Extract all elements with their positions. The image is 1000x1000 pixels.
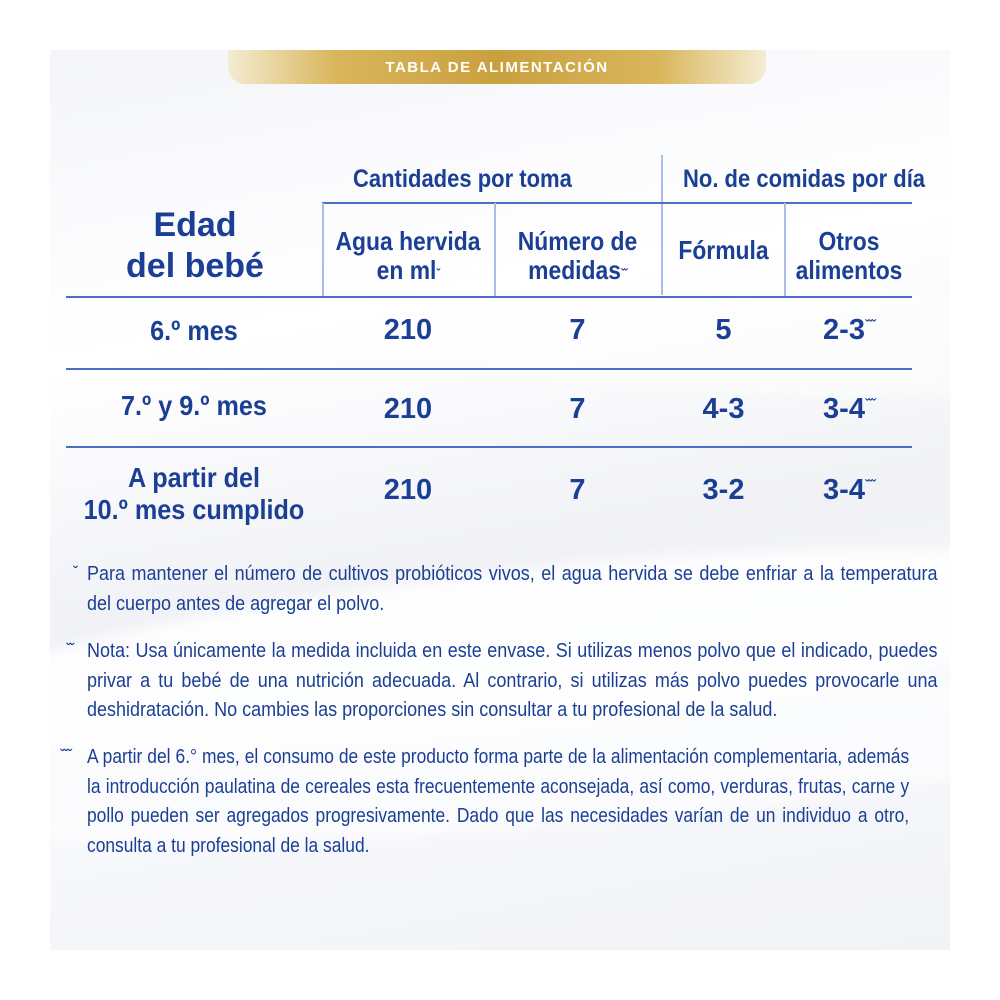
cell-water: 210 — [383, 393, 433, 425]
row-header-age — [100, 205, 290, 287]
column-header-other — [794, 227, 905, 285]
footnote-text: Para mantener el número de cultivos probióticos vivos, el agua hervida se debe enfriar a la temperatura del cuerpo antes de agregar el polvo. — [87, 563, 938, 615]
cell-formula: 3-2 — [702, 474, 745, 506]
header-underline — [66, 296, 912, 298]
cell-other — [786, 314, 912, 347]
column-header-line: Número de — [517, 226, 638, 256]
footnote-mark: ˇˇ — [620, 266, 627, 281]
column-header-line: en ml — [376, 255, 437, 285]
footnote-mark: ˇˇˇ — [864, 317, 875, 332]
cell-other — [786, 393, 912, 426]
cell-other-value: 3-4 — [823, 474, 865, 506]
cell-other — [786, 474, 912, 507]
column-header-water — [332, 227, 483, 285]
row-age: 7.º y 9.º mes — [121, 390, 267, 421]
cell-measures: 7 — [569, 393, 586, 425]
footnote-mark: ˇˇ — [66, 640, 74, 656]
column-divider — [661, 155, 663, 295]
row-header-line: del bebé — [126, 247, 264, 285]
footnote-text: Nota: Usa únicamente la medida incluida en este envase. Si utilizas menos polvo que el indicado, puedes privar a tu bebé de una nutrición adecuada. Al contrario, si utilizas más polvo puedes provocarle una deshidratación. No cambies las proporciones sin consultar a tu profesional de la salud. — [87, 640, 938, 721]
row-header-line: Edad — [153, 206, 237, 244]
row-divider — [66, 368, 912, 370]
column-header-line: Otros — [818, 226, 880, 256]
group-header-amounts: Cantidades por toma — [353, 165, 572, 193]
column-header-measures — [504, 227, 651, 285]
footnote-text: A partir del 6.° mes, el consumo de este producto forma parte de la alimentación complementaria, además la introducción paulatina de cereales esta frecuentemente aconsejada, así como, verduras, frutas, carne y pollo pueden ser agregados progresivamente. Dado que las necesidades varían de un individuo a otro, consulta a tu profesional de la salud. — [87, 746, 910, 857]
footnote-mark: ˇˇˇ — [864, 396, 875, 411]
column-divider — [322, 203, 324, 296]
cell-formula: 5 — [715, 314, 732, 346]
group-header-meals: No. de comidas por día — [683, 165, 926, 193]
cell-measures: 7 — [569, 474, 586, 506]
cell-formula: 4-3 — [702, 393, 745, 425]
column-header-line: Fórmula — [678, 235, 769, 265]
footnote-mark: ˇˇˇ — [864, 477, 875, 492]
row-divider — [66, 446, 912, 448]
column-header-line: alimentos — [795, 255, 903, 285]
column-divider — [494, 203, 496, 296]
cell-other-value: 2-3 — [823, 314, 865, 346]
column-header-formula — [670, 236, 776, 265]
footnote-mark: ˇ — [73, 563, 77, 579]
column-header-line: Agua hervida — [335, 226, 481, 256]
footnote-mark: ˇ — [436, 266, 440, 281]
group-header-underline — [322, 202, 912, 204]
cell-water: 210 — [383, 314, 433, 346]
footnote-mark: ˇˇˇ — [60, 746, 71, 762]
title-banner — [228, 50, 766, 84]
row-age — [75, 462, 313, 526]
column-header-line: medidas — [528, 255, 621, 285]
cell-water: 210 — [383, 474, 433, 506]
banner-title: TABLA DE ALIMENTACIÓN — [385, 58, 609, 76]
column-divider — [784, 203, 786, 296]
row-age-line: 10.º mes cumplido — [83, 494, 305, 525]
row-age: 6.º mes — [150, 315, 238, 346]
cell-measures: 7 — [569, 314, 586, 346]
row-age-line: A partir del — [127, 462, 261, 493]
cell-other-value: 3-4 — [823, 393, 865, 425]
